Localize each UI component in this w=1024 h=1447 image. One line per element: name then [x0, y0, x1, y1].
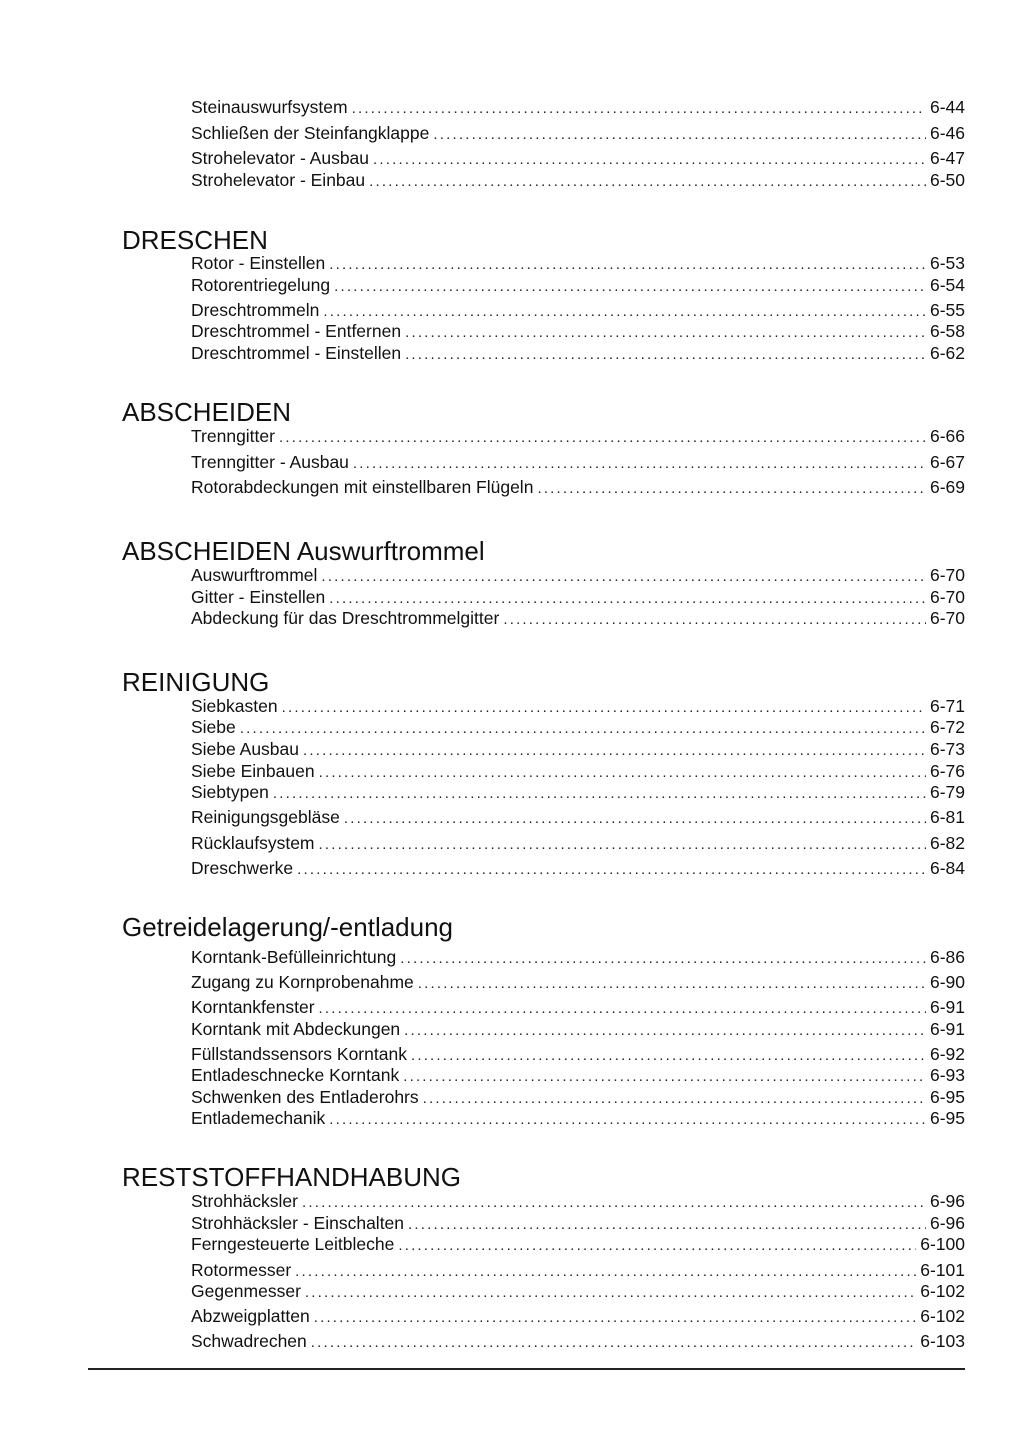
toc-entry-page: 6-82 [929, 833, 965, 853]
section-heading-dreschen: DRESCHEN [122, 225, 268, 255]
toc-entry-label: Abzweigplatten [191, 1306, 310, 1326]
dot-leader [302, 1192, 926, 1214]
toc-entry-label: Strohhäcksler [191, 1191, 298, 1211]
dot-leader [334, 276, 926, 298]
toc-entry-page: 6-53 [929, 253, 965, 273]
dot-leader [537, 478, 926, 500]
dot-leader [303, 740, 926, 762]
toc-entry[interactable] [191, 832, 965, 854]
toc-entry-page: 6-47 [929, 148, 965, 168]
dot-leader [403, 1066, 926, 1088]
toc-entry-label: Strohelevator - Ausbau [191, 148, 370, 168]
dot-leader [319, 998, 926, 1020]
toc-entry[interactable] [191, 781, 965, 803]
toc-entry[interactable] [191, 806, 965, 828]
toc-entry-label: Siebtypen [191, 782, 269, 802]
toc-entry[interactable] [191, 252, 965, 274]
toc-entry-label: Strohelevator - Einbau [191, 170, 366, 190]
dot-leader [314, 1307, 917, 1329]
toc-entry[interactable] [191, 716, 965, 738]
toc-entry-label: Rotor - Einstellen [191, 253, 326, 273]
dot-leader [405, 322, 926, 344]
toc-entry-label: Ferngesteuerte Leitbleche [191, 1234, 395, 1254]
toc-entry-page: 6-76 [929, 761, 965, 781]
toc-entry[interactable] [191, 1064, 965, 1086]
section-heading-getreidelagerung: Getreidelagerung/-entladung [122, 912, 454, 942]
toc-entry-label: Korntank-Befülleinrichtung [191, 947, 397, 967]
dot-leader [297, 859, 926, 881]
toc-entry-label: Siebe Ausbau [191, 739, 300, 759]
toc-entry[interactable] [191, 996, 965, 1018]
dot-leader [329, 254, 926, 276]
dot-leader [373, 149, 926, 171]
toc-entry[interactable] [191, 147, 965, 169]
toc-entry-label: Reinigungsgebläse [191, 807, 340, 827]
toc-entry-page: 6-95 [929, 1108, 965, 1128]
toc-entry-page: 6-46 [929, 123, 965, 143]
dot-leader [321, 566, 926, 588]
dot-leader [311, 1332, 916, 1354]
toc-entry-page: 6-103 [920, 1331, 965, 1351]
dot-leader [329, 1109, 926, 1131]
dot-leader [398, 1235, 916, 1257]
toc-entry[interactable] [191, 738, 965, 760]
dot-leader [240, 718, 926, 740]
toc-entry-page: 6-79 [929, 782, 965, 802]
toc-entry[interactable] [191, 607, 965, 629]
toc-entry-label: Trenngitter [191, 426, 275, 446]
toc-entry-label: Abdeckung für das Dreschtrommelgitter [191, 608, 500, 628]
toc-entry-page: 6-55 [929, 300, 965, 320]
toc-entry-page: 6-81 [929, 807, 965, 827]
toc-entry[interactable] [191, 342, 965, 364]
toc-entry-page: 6-58 [929, 321, 965, 341]
toc-entry[interactable] [191, 476, 965, 498]
toc-entry-page: 6-44 [929, 97, 965, 117]
toc-entry[interactable] [191, 1043, 965, 1065]
dot-leader [352, 98, 926, 120]
toc-entry-page: 6-70 [929, 608, 965, 628]
toc-entry-page: 6-62 [929, 343, 965, 363]
toc-entry-label: Trenngitter - Ausbau [191, 452, 349, 472]
toc-entry-label: Entlademechanik [191, 1108, 326, 1128]
toc-entry[interactable] [191, 1259, 965, 1281]
toc-entry-page: 6-73 [929, 739, 965, 759]
toc-entry-page: 6-101 [920, 1260, 965, 1280]
toc-entry-page: 6-92 [929, 1044, 965, 1064]
toc-entry-label: Steinauswurfsystem [191, 97, 348, 117]
section-heading-abscheiden: ABSCHEIDEN [122, 397, 292, 427]
dot-leader [279, 427, 926, 449]
toc-entry-label: Dreschwerke [191, 858, 294, 878]
toc-entry[interactable] [191, 1305, 965, 1327]
toc-entry-label: Schwenken des Entladerohrs [191, 1087, 419, 1107]
toc-entry[interactable] [191, 320, 965, 342]
toc-entry-page: 6-102 [920, 1306, 965, 1326]
toc-entry-page: 6-86 [929, 947, 965, 967]
toc-entry[interactable] [191, 857, 965, 879]
toc-entry-label: Entladeschnecke Korntank [191, 1065, 400, 1085]
toc-entry-label: Füllstandssensors Korntank [191, 1044, 407, 1064]
toc-entry-page: 6-95 [929, 1087, 965, 1107]
toc-entry-label: Gitter - Einstellen [191, 587, 326, 607]
toc-entry-label: Strohhäcksler - Einschalten [191, 1213, 405, 1233]
toc-entry-page: 6-69 [929, 477, 965, 497]
toc-entry[interactable] [191, 169, 965, 191]
toc-entry-label: Schwadrechen [191, 1331, 307, 1351]
section-heading-abscheiden-auswurftrommel: ABSCHEIDEN Auswurftrommel [122, 536, 485, 566]
toc-entry-page: 6-84 [929, 858, 965, 878]
toc-entry-page: 6-71 [929, 696, 965, 716]
toc-entry-page: 6-102 [920, 1281, 965, 1301]
toc-entry-label: Korntank mit Abdeckungen [191, 1019, 401, 1039]
toc-entry[interactable] [191, 451, 965, 473]
toc-entry[interactable] [191, 1233, 965, 1255]
toc-entry[interactable] [191, 425, 965, 447]
section-heading-reinigung: REINIGUNG [122, 667, 270, 697]
toc-entry[interactable] [191, 1212, 965, 1234]
toc-entry-page: 6-96 [929, 1191, 965, 1211]
toc-entry-page: 6-50 [929, 170, 965, 190]
toc-entry-label: Auswurftrommel [191, 565, 318, 585]
dot-leader [369, 171, 926, 193]
toc-entry-page: 6-70 [929, 565, 965, 585]
toc-entry-label: Zugang zu Kornprobenahme [191, 972, 414, 992]
toc-entry-page: 6-93 [929, 1065, 965, 1085]
dot-leader [404, 1020, 926, 1042]
toc-entry-label: Siebe Einbauen [191, 761, 315, 781]
toc-entry[interactable] [191, 122, 965, 144]
section-heading-reststoffhandhabung: RESTSTOFFHANDHABUNG [122, 1162, 461, 1192]
toc-entry-label: Siebe [191, 717, 236, 737]
toc-entry-page: 6-91 [929, 997, 965, 1017]
toc-entry[interactable] [191, 274, 965, 296]
toc-entry-page: 6-100 [920, 1234, 965, 1254]
dot-leader [433, 124, 926, 146]
toc-entry-label: Rotorentriegelung [191, 275, 331, 295]
dot-leader [305, 1282, 916, 1304]
toc-entry[interactable] [191, 1018, 965, 1040]
toc-entry[interactable] [191, 971, 965, 993]
toc-entry-label: Siebkasten [191, 696, 278, 716]
toc-entry-label: Rücklaufsystem [191, 833, 315, 853]
dot-leader [503, 609, 926, 631]
toc-entry[interactable] [191, 1280, 965, 1302]
footer-rule [88, 1368, 965, 1370]
toc-entry-label: Rotormesser [191, 1260, 292, 1280]
dot-leader [319, 834, 926, 856]
toc-entry-label: Dreschtrommeln [191, 300, 320, 320]
toc-entry[interactable] [191, 760, 965, 782]
toc-entry-page: 6-72 [929, 717, 965, 737]
toc-entry[interactable] [191, 946, 965, 968]
dot-leader [353, 453, 926, 475]
toc-entry-page: 6-96 [929, 1213, 965, 1233]
dot-leader [273, 783, 926, 805]
toc-entry-page: 6-66 [929, 426, 965, 446]
toc-entry[interactable] [191, 96, 965, 118]
dot-leader [418, 973, 926, 995]
toc-entry[interactable] [191, 564, 965, 586]
toc-entry-page: 6-54 [929, 275, 965, 295]
toc-entry-label: Dreschtrommel - Entfernen [191, 321, 402, 341]
toc-entry[interactable] [191, 695, 965, 717]
dot-leader [344, 808, 926, 830]
toc-entry-label: Korntankfenster [191, 997, 315, 1017]
toc-entry[interactable] [191, 1086, 965, 1108]
toc-entry[interactable] [191, 1107, 965, 1129]
toc-entry[interactable] [191, 1330, 965, 1352]
toc-entry-label: Gegenmesser [191, 1281, 301, 1301]
toc-entry-label: Dreschtrommel - Einstellen [191, 343, 402, 363]
dot-leader [400, 948, 926, 970]
toc-entry-page: 6-91 [929, 1019, 965, 1039]
toc-entry[interactable] [191, 1190, 965, 1212]
toc-entry-page: 6-90 [929, 972, 965, 992]
toc-entry-page: 6-70 [929, 587, 965, 607]
toc-entry[interactable] [191, 299, 965, 321]
dot-leader [405, 344, 926, 366]
toc-entry[interactable] [191, 586, 965, 608]
toc-entry-label: Rotorabdeckungen mit einstellbaren Flügeln [191, 477, 534, 497]
toc-entry-label: Schließen der Steinfangklappe [191, 123, 430, 143]
toc-entry-page: 6-67 [929, 452, 965, 472]
